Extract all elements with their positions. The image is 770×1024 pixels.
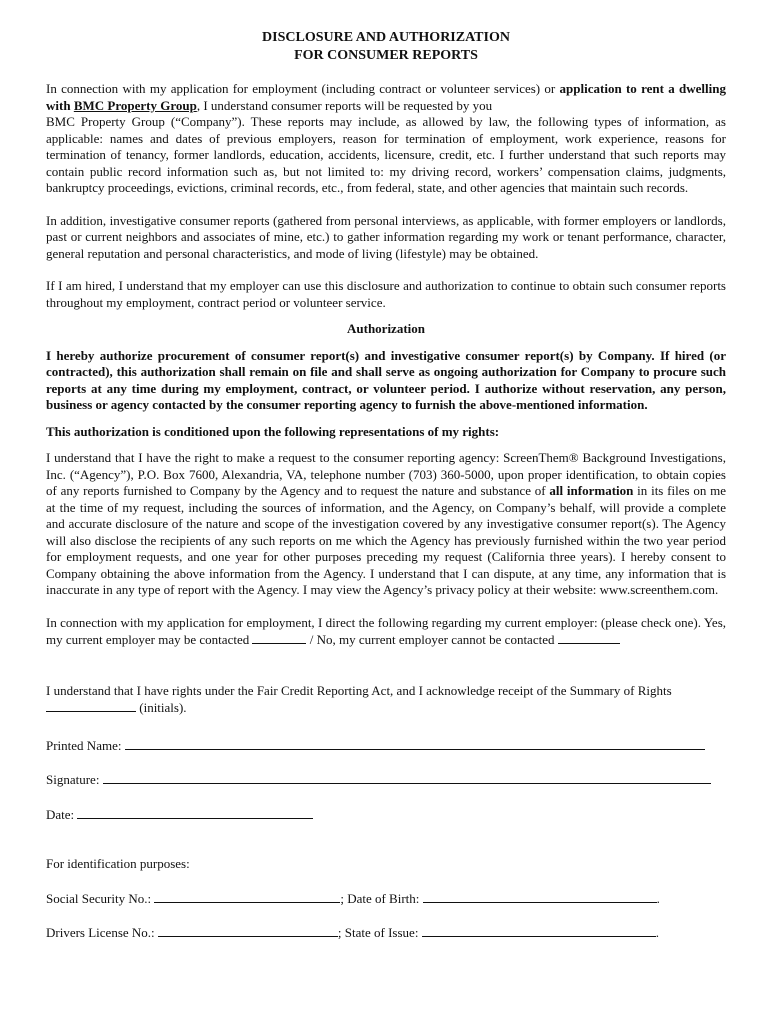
rights-text-1: I understand that I have the right to make a request to the consumer reporting agency: ScreenThem® Background Investigations, Inc. (“Agency”), P.O. Box 7600, Alexandria, VA, telephone number (703) 360-5000, upon proper identification, to obtain copies of any reports furnished to Company by the Agency and to request the nature and substance of bbox=[46, 450, 726, 498]
employer-no-text: / No, my current employer cannot be contacted bbox=[306, 632, 558, 647]
fcra-paragraph bbox=[46, 683, 726, 717]
signature-field[interactable] bbox=[103, 771, 711, 784]
document-title bbox=[46, 29, 726, 65]
state-label: ; State of Issue: bbox=[337, 925, 419, 940]
conditioned-statement: This authorization is conditioned upon the following representations of my rights: bbox=[46, 423, 500, 439]
printed-name-label: Printed Name: bbox=[46, 737, 122, 753]
license-row bbox=[46, 924, 726, 942]
authorization-heading: Authorization bbox=[347, 321, 425, 336]
dob-field[interactable] bbox=[423, 890, 657, 903]
document-page bbox=[46, 29, 726, 942]
signature-row bbox=[46, 771, 726, 789]
initials-label: (initials). bbox=[136, 700, 187, 715]
authorization-paragraph: I hereby authorize procurement of consumer report(s) and investigative consumer report(s) by Company. If hired (or contracted), this authorization shall remain on file and shall serve as ongoing authorization for Company to procure such reports at any time during my employment, contract, or volunteer period. I authorize without reservation, any person, business or agency contacted by the consumer reporting agency to furnish the above-mentioned information. bbox=[46, 347, 726, 412]
employer-yes-blank[interactable] bbox=[252, 631, 306, 644]
title-line-1: DISCLOSURE AND AUTHORIZATION bbox=[262, 30, 510, 45]
ssn-field[interactable] bbox=[154, 890, 340, 903]
initials-blank[interactable] bbox=[46, 699, 136, 712]
intro-text-3: BMC Property Group (“Company”). These reports may include, as allowed by law, the following types of information, as applicable: names and dates of previous employers, reason for termination of employment, work experience, reasons for termination of tenancy, former landlords, education, accidents, licensure, credit, etc. I further understand that such reports may contain public record information such as, but not limited to: my driving record, workers’ compensation claims, judgments, bankruptcy proceedings, evictions, criminal records, etc., from federal, state, and other agencies that maintain such records. bbox=[46, 114, 726, 195]
intro-paragraph bbox=[46, 81, 726, 197]
company-name: BMC Property Group bbox=[73, 97, 197, 113]
date-field[interactable] bbox=[77, 806, 313, 819]
state-period: . bbox=[655, 925, 659, 940]
date-label: Date: bbox=[46, 806, 75, 822]
dob-label: ; Date of Birth: bbox=[340, 890, 420, 906]
license-label: Drivers License No.: bbox=[46, 925, 155, 940]
title-line-2: FOR CONSUMER REPORTS bbox=[294, 48, 478, 63]
ssn-label: Social Security No.: bbox=[46, 890, 152, 906]
intro-bold-text: application to rent a dwelling with bbox=[46, 81, 726, 113]
printed-name-field[interactable] bbox=[125, 737, 705, 750]
intro-text-2: , I understand consumer reports will be requested by you bbox=[196, 97, 493, 113]
rights-paragraph bbox=[46, 450, 726, 599]
intro-text-1: In connection with my application for employment (including contract or volunteer services) or bbox=[46, 81, 560, 96]
state-field[interactable] bbox=[422, 924, 656, 937]
employer-no-blank[interactable] bbox=[558, 631, 620, 644]
hired-paragraph: If I am hired, I understand that my employer can use this disclosure and authorization to continue to obtain such consumer reports throughout my employment, contract period or volunteer service. bbox=[46, 278, 726, 310]
identification-heading: For identification purposes: bbox=[46, 856, 190, 871]
printed-name-row bbox=[46, 737, 726, 755]
rights-text-2: in its files on me at the time of my request, including the sources of information, and the Agency, on Company’s behalf, will provide a complete and accurate disclosure of the nature and scope of the investigation covered by any investigative consumer report(s). The Agency will also disclose the recipients of any such reports on me which the Agency has previously furnished within the two year period for employment requests, and one year for other purposes preceding my request (California three years). I hereby consent to Company obtaining the above information from the Agency. I understand that I can dispute, at any time, any information that is inaccurate in any type of report with the Agency. I may view the Agency’s privacy policy at their website: www.screenthem.com. bbox=[46, 483, 726, 597]
employer-paragraph bbox=[46, 615, 726, 649]
license-field[interactable] bbox=[158, 924, 338, 937]
employer-text: In connection with my application for employment, I direct the following regarding my current employer: (please check one). Yes, my current employer may be contacted bbox=[46, 614, 726, 647]
ssn-dob-row bbox=[46, 890, 726, 908]
dob-period: . bbox=[656, 890, 660, 906]
investigative-paragraph: In addition, investigative consumer reports (gathered from personal interviews, as applicable, with former employers or landlords, past or current neighbors and associates of mine, etc.) to gather information regarding my work or tenant performance, character, general reputation and personal characteristics, and mode of living (lifestyle) may be obtained. bbox=[46, 212, 726, 261]
signature-label: Signature: bbox=[46, 772, 100, 787]
rights-bold-text: all information bbox=[549, 483, 634, 498]
fcra-text: I understand that I have rights under the Fair Credit Reporting Act, and I acknowledge receipt of the Summary of Rights bbox=[46, 682, 672, 698]
date-row bbox=[46, 806, 726, 824]
